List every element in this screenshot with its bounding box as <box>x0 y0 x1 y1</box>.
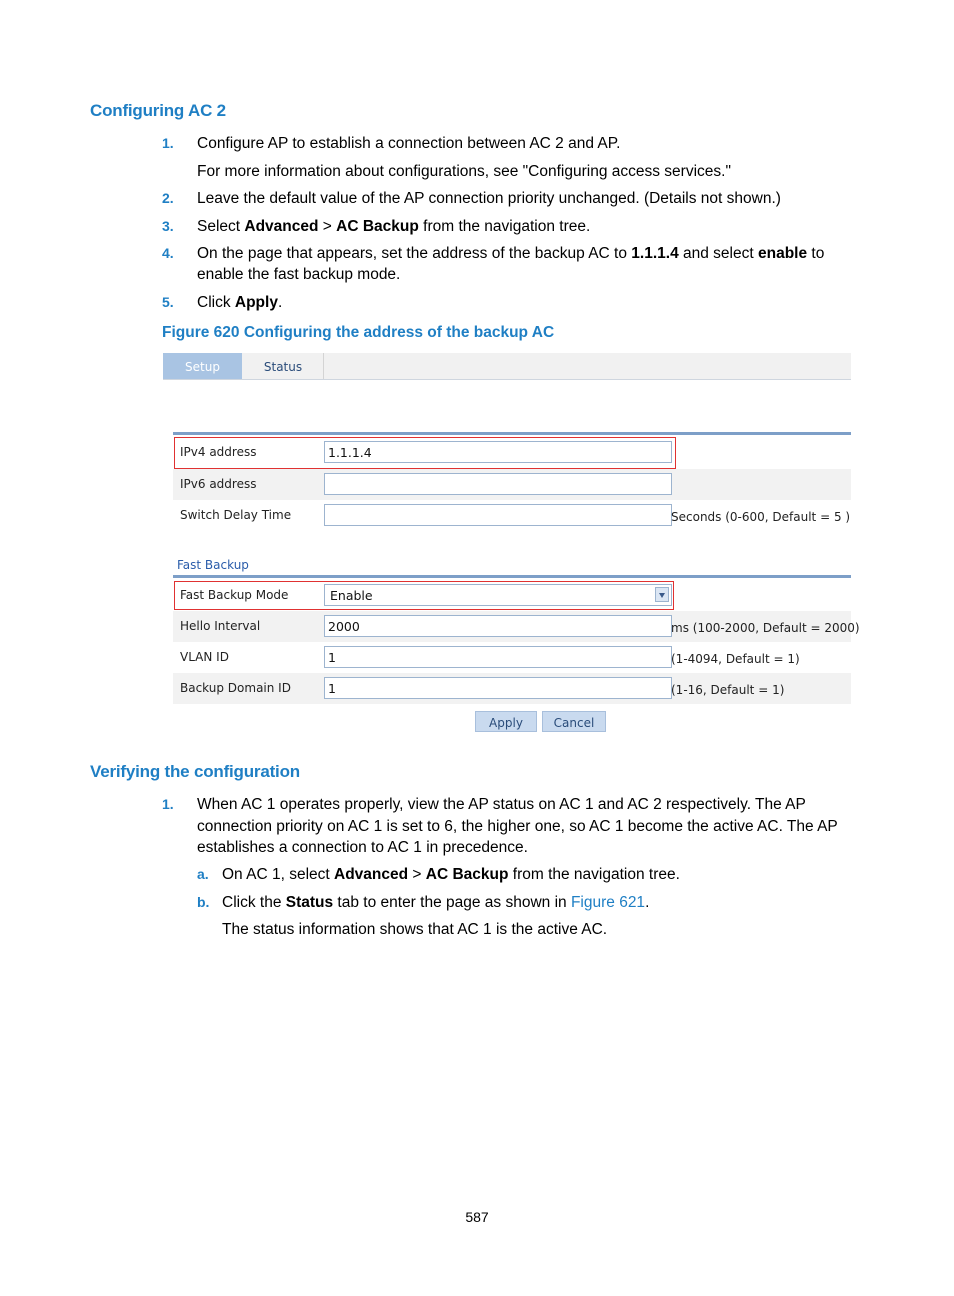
tab-status[interactable]: Status <box>243 353 324 379</box>
step-text: Configure AP to establish a connection between AC 2 and AP. <box>197 135 621 152</box>
step-number: 4. <box>162 245 174 261</box>
substep-letter: a. <box>197 866 209 882</box>
form-row-switch-delay <box>173 500 851 531</box>
step-number: 1. <box>162 135 174 151</box>
ipv4-label: IPv4 address <box>180 445 257 459</box>
section-heading-configuring-ac2: Configuring AC 2 <box>90 101 226 120</box>
mode-label: Fast Backup Mode <box>180 588 289 602</box>
step-text-cont: enable the fast backup mode. <box>197 266 401 283</box>
vlan-hint: (1-4094, Default = 1) <box>671 652 800 666</box>
step-text-cont: connection priority on AC 1 is set to 6, the higher one, so AC 1 become the active AC. The AP <box>197 817 838 835</box>
figure-caption: Figure 620 Configuring the address of the backup AC <box>162 324 555 341</box>
step-note: For more information about configurations, see "Configuring access services." <box>197 163 731 180</box>
form-row-domain <box>173 673 851 704</box>
ipv6-input[interactable] <box>324 473 672 495</box>
step-text: Select Advanced > AC Backup from the navigation tree. <box>197 218 591 235</box>
step-number: 1. <box>162 796 174 812</box>
fast-backup-title: Fast Backup <box>177 558 249 572</box>
step-text: When AC 1 operates properly, view the AP status on AC 1 and AC 2 respectively. The AP <box>197 796 806 813</box>
switch-delay-label: Switch Delay Time <box>180 508 292 522</box>
step-text: Leave the default value of the AP connection priority unchanged. (Details not shown.) <box>197 190 781 207</box>
cancel-button[interactable]: Cancel <box>542 711 606 732</box>
section-divider <box>173 575 851 578</box>
vlan-label: VLAN ID <box>180 650 229 664</box>
step-text: Click Apply. <box>197 294 283 311</box>
step-number: 3. <box>162 218 174 234</box>
highlight-box <box>174 437 676 469</box>
section-heading-verifying: Verifying the configuration <box>90 762 300 781</box>
hello-label: Hello Interval <box>180 619 261 633</box>
step-number: 5. <box>162 294 174 310</box>
mode-select-value: Enable <box>330 588 373 603</box>
ipv4-input[interactable]: 1.1.1.4 <box>324 441 672 463</box>
section-divider <box>173 432 851 435</box>
hello-hint: ms (100-2000, Default = 2000) <box>671 621 860 635</box>
substep-text: On AC 1, select Advanced > AC Backup from the navigation tree. <box>222 866 680 883</box>
domain-input[interactable]: 1 <box>324 677 672 699</box>
step-text-cont: establishes a connection to AC 1 in precedence. <box>197 839 528 856</box>
apply-button[interactable]: Apply <box>475 711 537 732</box>
step-number: 2. <box>162 190 174 206</box>
figure-621-link[interactable]: Figure 621 <box>570 894 646 911</box>
switch-delay-input[interactable] <box>324 504 672 526</box>
highlight-box <box>174 581 674 610</box>
step-text: On the page that appears, set the address of the backup AC to 1.1.1.4 and select enable to <box>197 245 825 262</box>
page-number: 587 <box>465 1209 489 1225</box>
vlan-input[interactable]: 1 <box>324 646 672 668</box>
domain-hint: (1-16, Default = 1) <box>671 683 785 697</box>
switch-delay-hint: Seconds (0-600, Default = 5 ) <box>671 510 851 524</box>
form-row-ipv6 <box>173 469 851 500</box>
ipv6-label: IPv6 address <box>180 477 257 491</box>
tab-bar <box>163 353 851 380</box>
form-row-vlan <box>173 642 851 673</box>
tab-setup[interactable]: Setup <box>163 353 242 379</box>
domain-label: Backup Domain ID <box>180 681 291 695</box>
substep-letter: b. <box>197 894 210 910</box>
hello-input[interactable]: 2000 <box>324 615 672 637</box>
substep-text: Click the Status tab to enter the page as shown in Figure 621. <box>222 894 650 911</box>
substep-note: The status information shows that AC 1 is the active AC. <box>222 921 608 938</box>
form-row-hello <box>173 611 860 642</box>
